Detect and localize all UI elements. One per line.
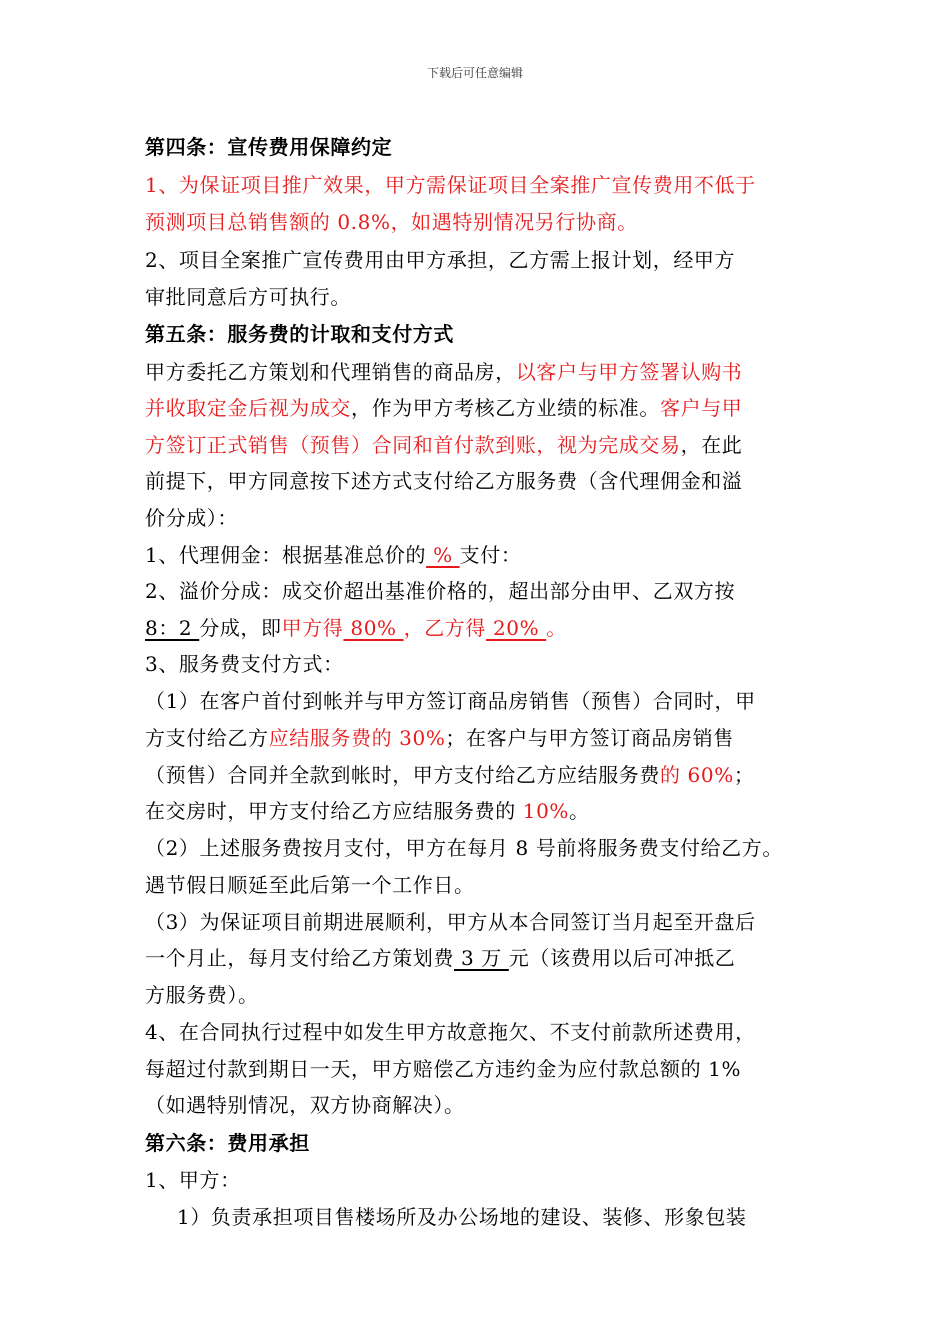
text-run: %	[426, 543, 460, 567]
text-run: 2、项目全案推广宣传费用由甲方承担，乙方需上报计划，经甲方	[145, 248, 736, 272]
text-run: 1、为保证项目推广效果，甲方需保证项目全案推广宣传费用不低于	[145, 173, 756, 197]
text-run: 的 60%	[660, 763, 734, 787]
text-run: 1、代理佣金：根据基准总价的	[145, 543, 427, 567]
text-run: 甲方得	[281, 616, 344, 640]
text-run: 遇节假日顺延至此后第一个工作日。	[145, 873, 475, 897]
text-run: （如遇特别情况，双方协商解决）。	[145, 1093, 465, 1117]
text-run: ，在此	[680, 433, 743, 457]
text-line	[145, 394, 742, 422]
text-line	[145, 467, 742, 495]
text-run: 支付：	[459, 543, 522, 567]
text-run: ；在客户与甲方签订商品房销售	[445, 726, 734, 750]
text-line	[145, 1055, 741, 1083]
text-run: 审批同意后方可执行。	[145, 285, 351, 309]
text-run: （3）为保证项目前期进展顺利，甲方从本合同签订当月起至开盘后	[145, 910, 756, 934]
text-run: 1、甲方：	[145, 1168, 241, 1192]
text-line	[145, 283, 351, 311]
text-run: 应结服务费的 30%	[268, 726, 446, 750]
text-run: 第六条：费用承担	[145, 1131, 310, 1155]
text-run: 第五条：服务费的计取和支付方式	[145, 322, 454, 346]
text-line	[145, 246, 735, 274]
text-run: ，乙方得	[403, 616, 487, 640]
text-run: 在交房时，甲方支付给乙方应结服务费的	[145, 799, 523, 823]
text-run: 2、溢价分成：成交价超出基准价格的，超出部分由甲、乙双方按	[145, 579, 736, 603]
text-line	[145, 981, 259, 1009]
text-line	[145, 208, 638, 236]
text-line	[145, 797, 590, 825]
text-line	[145, 504, 238, 532]
text-run: ，作为甲方考核乙方业绩的标准。	[351, 396, 660, 420]
section-heading	[145, 133, 392, 161]
text-run: 一个月止，每月支付给乙方策划费	[145, 946, 454, 970]
text-run: 10%	[522, 799, 570, 823]
text-run: ；	[733, 763, 755, 787]
text-run: （1）在客户首付到帐并与甲方签订商品房销售（预售）合同时，甲	[145, 689, 756, 713]
text-line	[145, 1091, 465, 1119]
text-line	[145, 724, 734, 752]
text-run: （2）上述服务费按月支付，甲方在每月 8 号前将服务费支付给乙方。	[145, 836, 783, 860]
text-run: 元（该费用以后可冲抵乙	[508, 946, 736, 970]
text-line	[145, 577, 735, 605]
text-run: 分成，即	[199, 616, 282, 640]
text-line	[145, 944, 735, 972]
text-run: 80%	[343, 616, 404, 640]
text-line	[145, 650, 344, 678]
text-run: 1）负责承担项目售楼场所及办公场地的建设、装修、形象包装	[177, 1205, 747, 1229]
text-line	[145, 908, 756, 936]
text-run: 方支付给乙方	[145, 726, 269, 750]
page-header: 下载后可任意编辑	[426, 66, 523, 80]
text-run: 第四条：宣传费用保障约定	[145, 135, 393, 159]
text-run: 4、在合同执行过程中如发生甲方故意拖欠、不支付前款所述费用，	[145, 1020, 756, 1044]
text-line	[145, 358, 742, 386]
text-run: 20%	[486, 616, 547, 640]
text-run: 。	[546, 616, 567, 640]
text-line	[177, 1203, 747, 1231]
section-heading	[145, 1129, 310, 1157]
text-run: 预测项目总销售额的 0.8%，如遇特别情况另行协商。	[145, 210, 638, 234]
text-run: 方签订正式销售（预售）合同和首付款到账，视为完成交易	[145, 433, 681, 457]
text-line	[145, 171, 756, 199]
section-heading	[145, 320, 454, 348]
text-line	[145, 541, 521, 569]
text-line	[145, 1018, 756, 1046]
text-run: 每超过付款到期日一天，甲方赔偿乙方违约金为应付款总额的 1%	[145, 1057, 742, 1081]
text-line	[145, 687, 756, 715]
text-run: 以客户与甲方签署认购书	[515, 360, 743, 384]
text-line	[145, 1166, 241, 1194]
text-run: 3 万	[454, 946, 509, 970]
text-run: 方服务费）。	[145, 983, 259, 1007]
text-line	[145, 834, 783, 862]
text-run: 甲方委托乙方策划和代理销售的商品房，	[145, 360, 516, 384]
text-run: 前提下，甲方同意按下述方式支付给乙方服务费（含代理佣金和溢	[145, 469, 743, 493]
text-run: 并收取定金后视为成交	[145, 396, 351, 420]
text-line	[145, 431, 742, 459]
text-line	[145, 614, 567, 642]
text-run: 3、服务费支付方式：	[145, 652, 344, 676]
text-run: （预售）合同并全款到帐时，甲方支付给乙方应结服务费	[145, 763, 660, 787]
text-run: 。	[569, 799, 590, 823]
text-run: 8：2	[145, 616, 200, 640]
text-run: 客户与甲	[660, 396, 743, 420]
text-run: 价分成）：	[145, 506, 238, 530]
text-line	[145, 761, 754, 789]
text-line	[145, 871, 475, 899]
